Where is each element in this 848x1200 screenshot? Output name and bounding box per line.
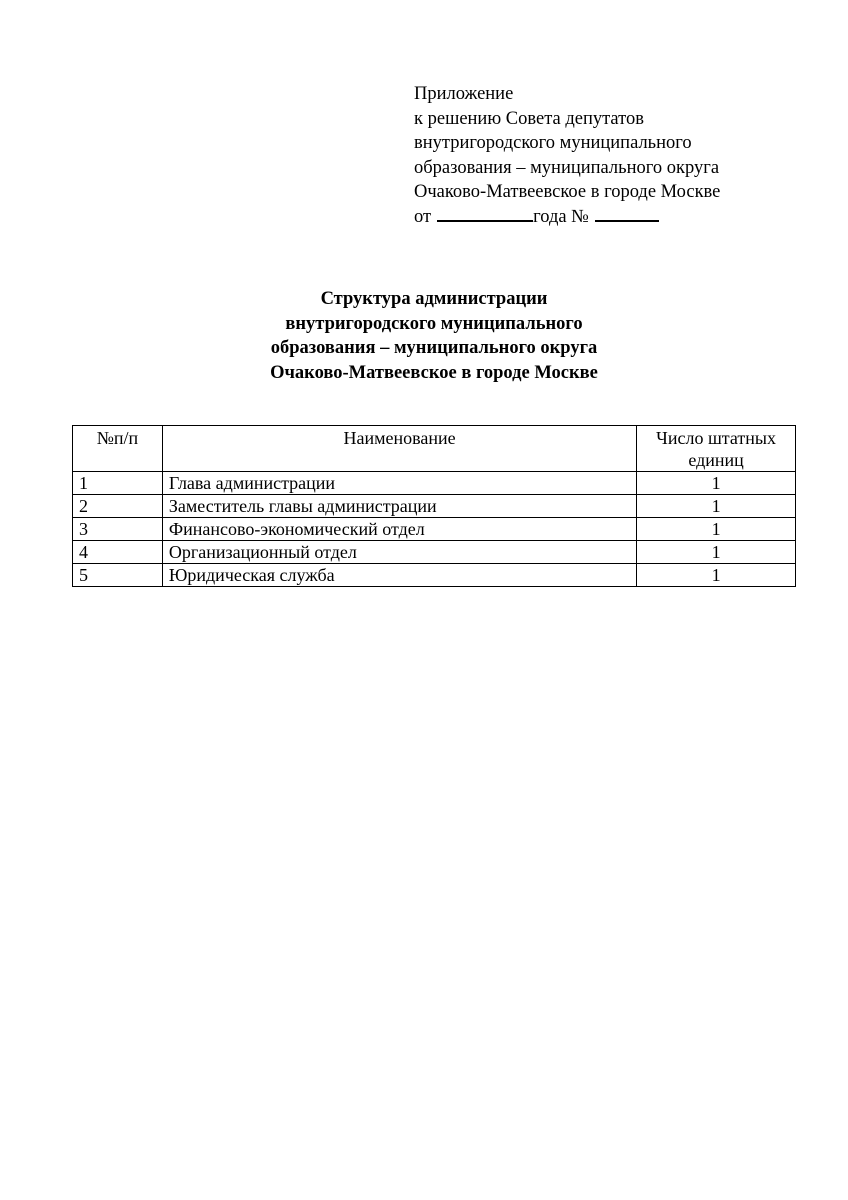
table-row [73,541,796,564]
appendix-formation-line: образования – муниципального округа [414,157,720,178]
row-count: 1 [637,564,796,587]
table-row [73,564,796,587]
number-blank [595,206,659,222]
row-name: Юридическая служба [162,564,636,587]
title-line-2: внутригородского муниципального [285,313,583,334]
row-num: 3 [73,518,163,541]
row-count: 1 [637,518,796,541]
row-name: Финансово-экономический отдел [162,518,636,541]
table-row [73,472,796,495]
header-name: Наименование [162,426,636,472]
row-count: 1 [637,541,796,564]
table-row [73,518,796,541]
table-row [73,495,796,518]
appendix-municipal-line: внутригородского муниципального [414,133,692,153]
row-num: 2 [73,495,163,518]
row-name: Глава администрации [162,472,636,495]
title-line-1: Структура администрации [320,289,548,309]
appendix-label: Приложение [414,84,514,104]
row-num: 1 [73,472,163,495]
appendix-district-line: Очаково-Матвеевское в городе Москве [414,182,721,202]
row-name: Заместитель главы администрации [162,495,636,518]
appendix-block [414,82,814,229]
row-count: 1 [637,495,796,518]
row-name: Организационный отдел [162,541,636,564]
date-blank [437,206,533,222]
document-title [0,287,848,385]
table-header-row [73,426,796,472]
row-num: 4 [73,541,163,564]
structure-table [72,425,796,587]
title-line-4: Очаково-Матвеевское в городе Москве [270,362,598,383]
date-prefix: от [414,206,432,227]
title-line-3: образования – муниципального округа [270,338,598,358]
row-count: 1 [637,472,796,495]
appendix-date-line [414,205,814,230]
row-num: 5 [73,564,163,587]
date-middle: года № [533,206,589,227]
header-num: №п/п [73,426,163,472]
appendix-decision-line: к решению Совета депутатов [414,108,644,129]
header-count: Число штатных единиц [637,426,796,472]
